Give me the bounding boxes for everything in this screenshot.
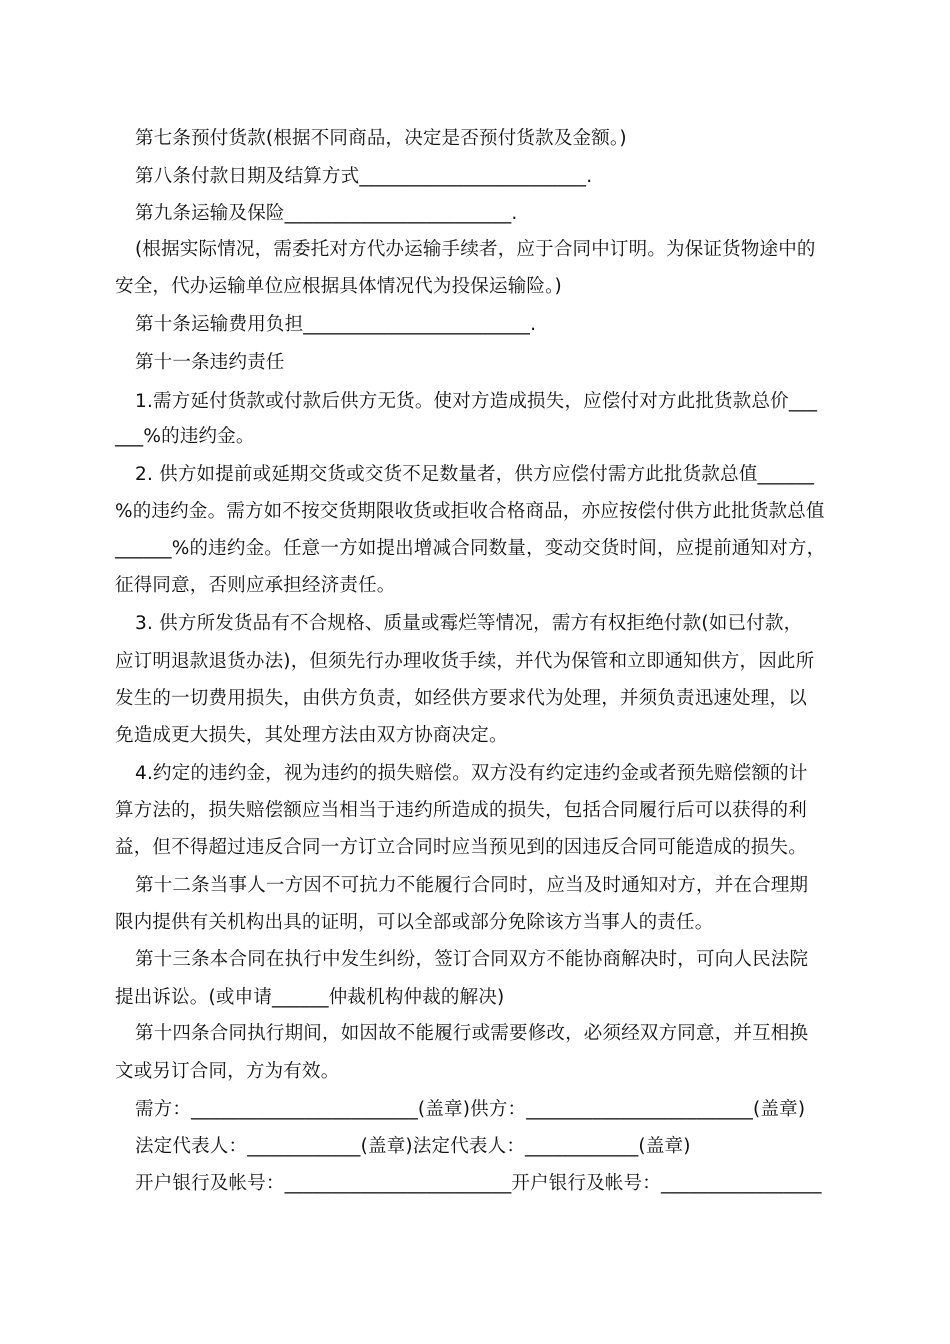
clause-14-line-2: 文或另订合同，方为有效。 <box>115 1061 340 1082</box>
clause-11-item-3-line-4: 免造成更大损失，其处理方法由双方协商决定。 <box>115 725 508 746</box>
clause-9-note-line-2: 安全，代办运输单位应根据具体情况代为投保运输险。) <box>115 276 562 297</box>
clause-11-item-2-line-3: ______%的违约金。任意一方如提出增减合同数量，变动交货时间，应提前通知对方， <box>115 538 826 559</box>
clause-11-item-2-line-2: %的违约金。需方如不按交货期限收货或拒收合格商品，亦应按偿付供方此批货款总值 <box>115 501 825 522</box>
clause-9-note-line-1: (根据实际情况，需委托对方代办运输手续者，应于合同中订明。为保证货物途中的 <box>135 239 816 260</box>
clause-11-item-2-line-4: 征得同意，否则应承担经济责任。 <box>115 575 396 596</box>
clause-8: 第八条付款日期及结算方式________________________. <box>135 166 593 187</box>
clause-11-item-2-line-1: 2. 供方如提前或延期交货或交货不足数量者，供方应偿付需方此批货款总值______ <box>135 464 815 485</box>
clause-11-item-4-line-2: 算方法的，损失赔偿额应当相当于违约所造成的损失，包括合同履行后可以获得的利 <box>115 800 807 821</box>
clause-13-line-2: 提出诉讼。(或申请______仲裁机构仲裁的解决) <box>115 987 505 1008</box>
clause-9: 第九条运输及保险________________________. <box>135 203 518 224</box>
clause-11-heading: 第十一条违约责任 <box>135 352 285 373</box>
signature-party-line: 需方：________________________(盖章)供方：________________________(盖章) <box>135 1099 806 1120</box>
clause-13-line-1: 第十三条本合同在执行中发生纠纷，签订合同双方不能协商解决时，可向人民法院 <box>135 949 809 970</box>
clause-10: 第十条运输费用负担________________________. <box>135 314 537 335</box>
clause-11-item-3-line-3: 发生的一切费用损失，由供方负责，如经供方要求代为处理，并须负责迅速处理，以 <box>115 688 807 709</box>
clause-14-line-1: 第十四条合同执行期间，如因故不能履行或需要修改，必须经双方同意，并互相换 <box>135 1023 809 1044</box>
clause-12-line-2: 限内提供有关机构出具的证明，可以全部或部分免除该方当事人的责任。 <box>115 912 714 933</box>
clause-11-item-1-line-1: 1.需方延付货款或付款后供方无货。使对方造成损失，应偿付对方此批货款总价___ <box>135 391 818 412</box>
clause-11-item-4-line-1: 4.约定的违约金，视为违约的损失赔偿。双方没有约定违约金或者预先赔偿额的计 <box>135 763 808 784</box>
signature-representative-line: 法定代表人：____________(盖章)法定代表人：____________(盖章) <box>135 1136 691 1157</box>
clause-11-item-3-line-1: 3. 供方所发货品有不合规格、质量或霉烂等情况，需方有权拒绝付款(如已付款， <box>135 613 803 634</box>
clause-7: 第七条预付货款(根据不同商品，决定是否预付货款及金额。) <box>135 128 627 149</box>
clause-11-item-1-line-2: ___%的违约金。 <box>115 426 255 447</box>
clause-12-line-1: 第十二条当事人一方因不可抗力不能履行合同时，应当及时通知对方，并在合理期 <box>135 875 809 896</box>
signature-bank-account-line: 开户银行及帐号：________________________开户银行及帐号：_________________ <box>135 1173 822 1194</box>
clause-11-item-4-line-3: 益，但不得超过违反合同一方订立合同时应当预见到的因违反合同可能造成的损失。 <box>115 837 807 858</box>
clause-11-item-3-line-2: 应订明退款退货办法)，但须先行办理收货手续，并代为保管和立即通知供方，因此所 <box>115 651 815 672</box>
